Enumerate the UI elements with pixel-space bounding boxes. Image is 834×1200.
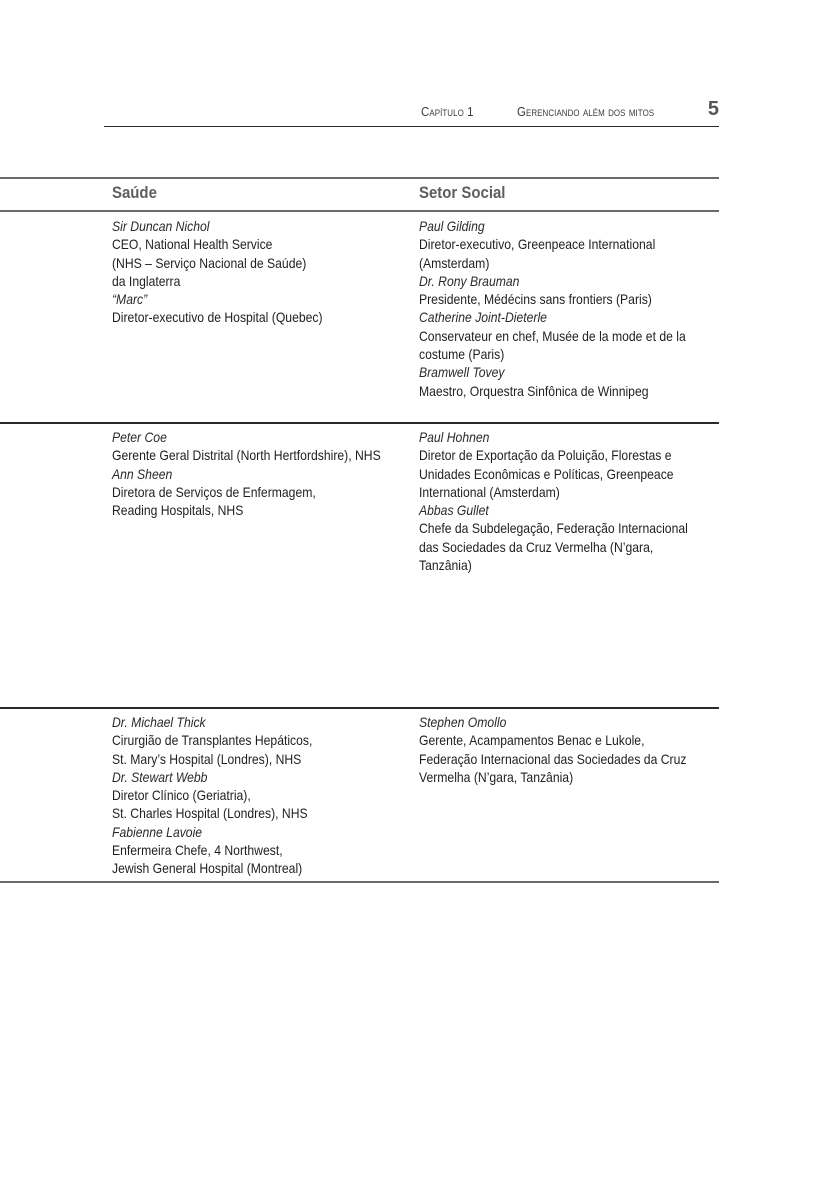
row-separator-2 [0, 707, 719, 709]
cell-row1-saude [112, 217, 354, 327]
person-role: Diretora de Serviços de Enfermagem, [112, 483, 316, 500]
person-role: Federação Internacional das Sociedades da Cruz [419, 750, 687, 767]
header-bottom-rule [0, 210, 719, 212]
person-name: Ann Sheen [112, 465, 173, 482]
person-role: Unidades Econômicas e Políticas, Greenpeace [419, 465, 674, 482]
person-name: Bramwell Tovey [419, 364, 505, 381]
cell-row3-social [419, 713, 726, 786]
cell-row2-social [419, 428, 728, 574]
person-role: costume (Paris) [419, 346, 505, 363]
column-header-setor-social: Setor Social [419, 183, 506, 202]
person-role: da Inglaterra [112, 272, 181, 289]
person-role: das Sociedades da Cruz Vermelha (N’gara, [419, 538, 654, 555]
person-role: (Amsterdam) [419, 254, 490, 271]
cell-row2-saude [112, 428, 421, 519]
person-role: (NHS – Serviço Nacional de Saúde) [112, 254, 307, 271]
person-role: International (Amsterdam) [419, 483, 560, 500]
column-header-saude: Saúde [112, 183, 157, 202]
person-name: Catherine Joint-Dieterle [419, 309, 547, 326]
person-role: St. Mary’s Hospital (Londres), NHS [112, 750, 302, 767]
row-separator-1 [0, 422, 719, 424]
person-role: Cirurgião de Transplantes Hepáticos, [112, 732, 313, 749]
cell-row1-social [419, 217, 726, 400]
person-role: Maestro, Orquestra Sinfônica de Winnipeg [419, 382, 649, 399]
person-name: Paul Hohnen [419, 429, 490, 445]
person-role: Presidente, Médécins sans frontiers (Paris) [419, 291, 652, 308]
person-name: Dr. Stewart Webb [112, 768, 208, 785]
person-role: St. Charles Hospital (Londres), NHS [112, 805, 308, 822]
person-name: Sir Duncan Nichol [112, 218, 210, 234]
person-role: Diretor-executivo de Hospital (Quebec) [112, 309, 323, 326]
person-role: Tanzânia) [419, 557, 472, 574]
person-role: Gerente Geral Distrital (North Hertfordshire), NHS [112, 447, 381, 464]
person-role: Diretor de Exportação da Poluição, Florestas e [419, 447, 672, 464]
person-role: Reading Hospitals, NHS [112, 502, 244, 519]
table-top-rule [0, 177, 719, 179]
person-name: “Marc” [112, 291, 148, 308]
person-role: Gerente, Acampamentos Benac e Lukole, [419, 732, 645, 749]
chapter-label: Capítulo 1 [421, 104, 474, 119]
person-role: Jewish General Hospital (Montreal) [112, 860, 303, 877]
person-role: Chefe da Subdelegação, Federação Internacional [419, 520, 688, 537]
person-role: Diretor-executivo, Greenpeace International [419, 236, 656, 253]
running-head [104, 98, 719, 127]
cell-row3-saude [112, 713, 342, 878]
person-role: Conservateur en chef, Musée de la mode et de la [419, 327, 686, 344]
person-name: Dr. Michael Thick [112, 714, 206, 730]
person-name: Dr. Rony Brauman [419, 272, 520, 289]
person-role: CEO, National Health Service [112, 236, 273, 253]
person-name: Abbas Gullet [419, 502, 489, 519]
person-name: Stephen Omollo [419, 714, 507, 730]
person-role: Diretor Clínico (Geriatria), [112, 787, 251, 804]
table-bottom-rule [0, 881, 719, 883]
person-name: Peter Coe [112, 429, 167, 445]
person-role: Enfermeira Chefe, 4 Northwest, [112, 842, 283, 859]
person-name: Paul Gilding [419, 218, 485, 234]
person-role: Vermelha (N’gara, Tanzânia) [419, 768, 574, 785]
page-number: 5 [707, 98, 719, 120]
person-name: Fabienne Lavoie [112, 823, 203, 840]
chapter-title: Gerenciando além dos mitos [517, 104, 655, 119]
